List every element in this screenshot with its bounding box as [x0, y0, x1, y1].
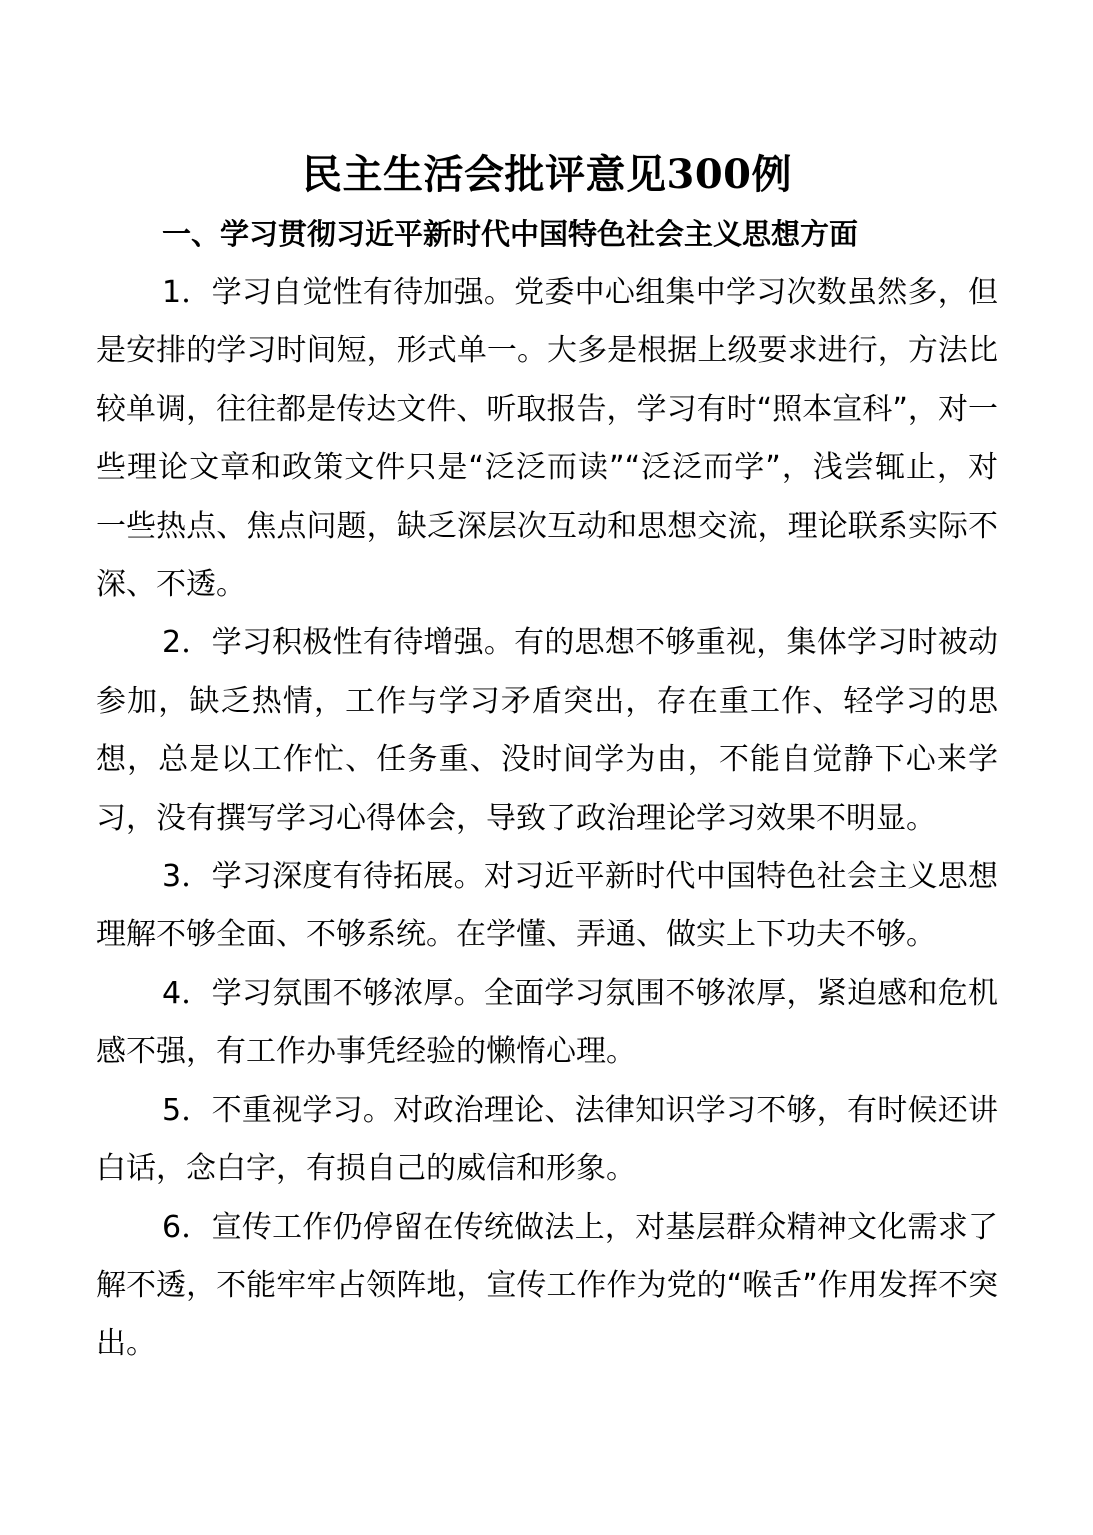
section-heading: 一、学习贯彻习近平新时代中国特色社会主义思想方面 — [162, 217, 859, 251]
paragraph-4: 4．学习氛围不够浓厚。全面学习氛围不够浓厚，紧迫感和危机感不强，有工作办事凭经验的懒惰心理。 — [96, 975, 998, 1070]
paragraph-1: 1．学习自觉性有待加强。党委中心组集中学习次数虽然多，但是安排的学习时间短，形式单一。大多是根据上级要求进行，方法比较单调，往往都是传达文件、听取报告，学习有时“照本宣科”，对一些理论文章和政策文件只是“泛泛而读”“泛泛而学”，浅尝辄止，对一些热点、焦点问题，缺乏深层次互动和思想交流，理论联系实际不深、不透。 — [96, 275, 998, 603]
document-body — [96, 146, 998, 1374]
document-title: 民主生活会批评意见300例 — [302, 151, 792, 198]
paragraph-5: 5．不重视学习。对政治理论、法律知识学习不够，有时候还讲白话，念白字，有损自己的威信和形象。 — [96, 1092, 998, 1187]
paragraph-2: 2．学习积极性有待增强。有的思想不够重视，集体学习时被动参加，缺乏热情，工作与学习矛盾突出，存在重工作、轻学习的思想，总是以工作忙、任务重、没时间学为由，不能自觉静下心来学习，没有撰写学习心得体会，导致了政治理论学习效果不明显。 — [96, 625, 998, 836]
paragraph-3: 3．学习深度有待拓展。对习近平新时代中国特色社会主义思想理解不够全面、不够系统。在学懂、弄通、做实上下功夫不够。 — [96, 859, 998, 953]
paragraph-6: 6．宣传工作仍停留在传统做法上，对基层群众精神文化需求了解不透，不能牢牢占领阵地，宣传工作作为党的“喉舌”作用发挥不突出。 — [96, 1209, 998, 1362]
